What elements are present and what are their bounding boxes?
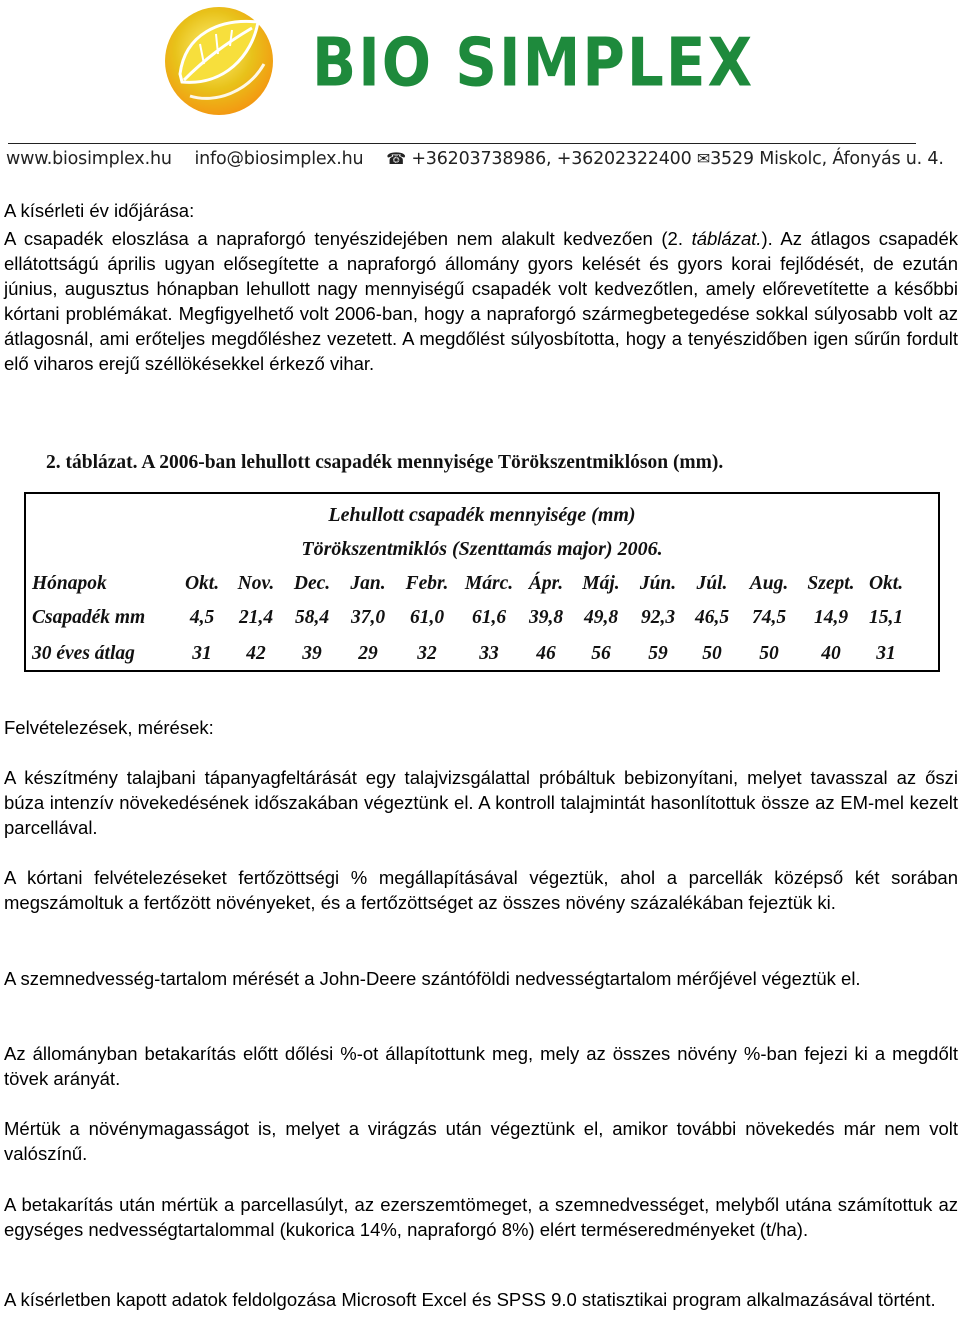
paragraph: A szemnedvesség-tartalom mérését a John-Deere szántóföldi nedvességtartalom mérőjével végeztük el.: [4, 968, 861, 989]
table-title: Lehullott csapadék mennyisége (mm): [328, 504, 636, 526]
table-cell-rainfall: 15,1: [868, 607, 904, 628]
table-row-average: [26, 636, 938, 672]
table-cell-average: 56: [591, 643, 611, 664]
page-header: [0, 0, 960, 180]
table-cell-month: Okt.: [868, 573, 904, 594]
table-cell-rainfall: 14,9: [813, 607, 849, 628]
table-row-rainfall: [26, 600, 938, 636]
table-cell-month: Ápr.: [528, 573, 564, 594]
table-cell-rainfall: 74,5: [751, 607, 787, 628]
paragraph: A készítmény talajbani tápanyagfeltárását egy talajvizsgálattal próbáltuk bebizonyítani, melyet tavasszal az őszi búza intenzív növekedésének időszakában végeztünk el. A kontroll talajmintát hasonlítottuk össze az EM-mel kezelt parcellával.: [4, 767, 958, 838]
table-cell-rainfall: 4,5: [189, 607, 215, 628]
table-cell-month: Okt.: [184, 573, 220, 594]
table-cell-rainfall: 37,0: [350, 607, 386, 628]
phone-icon: ☎: [386, 149, 406, 168]
table-cell-rainfall: 61,6: [471, 607, 507, 628]
phone-numbers: +36203738986, +36202322400: [411, 149, 692, 169]
table-cell-average: 50: [759, 643, 779, 664]
table-cell-month: Jún.: [639, 573, 677, 594]
address: 3529 Miskolc, Áfonyás u. 4.: [710, 149, 944, 169]
table-cell-average: 39: [302, 643, 322, 664]
section-heading-weather: A kísérleti év időjárása:: [4, 200, 195, 221]
table-cell-rainfall: 39,8: [528, 607, 564, 628]
table-cell-average: 31: [876, 643, 896, 664]
table-cell-average: 42: [246, 643, 266, 664]
rainfall-table: [24, 492, 940, 672]
table-cell-average: 33: [479, 643, 499, 664]
table-caption: 2. táblázat. A 2006-ban lehullott csapadék mennyisége Törökszentmiklóson (mm).: [46, 452, 724, 473]
table-cell-average: 46: [536, 643, 556, 664]
row-label-months: Hónapok: [32, 573, 107, 594]
paragraph: A betakarítás után mértük a parcellasúlyt, az ezerszemtömeget, a szemnedvességet, melyből utána számítottuk az egységes nedvességtartalommal (kukorica 14%, napraforgó 8%) elért terméseredményeket (t/ha).: [4, 1194, 958, 1240]
paragraph: A kísérletben kapott adatok feldolgozása Microsoft Excel és SPSS 9.0 statisztikai program alkalmazásával történt.: [4, 1289, 936, 1310]
table-reference: táblázat.: [691, 228, 762, 249]
row-label-rainfall: Csapadék mm: [32, 607, 146, 628]
table-cell-rainfall: 21,4: [238, 607, 274, 628]
table-cell-average: 50: [702, 643, 722, 664]
table-cell-rainfall: 92,3: [640, 607, 676, 628]
table-cell-average: 32: [417, 643, 437, 664]
table-cell-average: 29: [358, 643, 378, 664]
row-label-average: 30 éves átlag: [32, 643, 135, 664]
paragraph: Mértük a növénymagasságot is, melyet a virágzás után végeztünk el, amikor további növekedés már nem volt valószínű.: [4, 1118, 958, 1164]
table-cell-month: Dec.: [293, 573, 331, 594]
paragraph: Az állományban betakarítás előtt dőlési %-ot állapítottunk meg, mely az összes növény %-ban fejezi ki a megdőlt tövek arányát.: [4, 1043, 958, 1089]
table-cell-rainfall: 46,5: [694, 607, 730, 628]
paragraph: A kórtani felvételezéseket fertőzöttségi % megállapításával végeztük, ahol a parcellák középső két sorában megszámoltuk a fertőzött növényeket, és a fertőzöttséget az összes növény százalékában fejeztük ki.: [4, 867, 958, 913]
envelope-icon: ✉: [696, 149, 711, 168]
table-cell-month: Nov.: [237, 573, 275, 594]
table-cell-rainfall: 61,0: [409, 607, 445, 628]
table-cell-month: Febr.: [405, 573, 449, 594]
table-cell-rainfall: 58,4: [294, 607, 330, 628]
table-cell-month: Jan.: [350, 573, 386, 594]
table-row-months: [26, 566, 938, 602]
contact-line: [6, 149, 944, 169]
table-cell-average: 40: [821, 643, 841, 664]
table-cell-month: Aug.: [749, 573, 789, 594]
table-cell-month: Júl.: [696, 573, 728, 594]
website-link[interactable]: www.biosimplex.hu: [6, 149, 172, 169]
section-heading-measurements: Felvételezések, mérések:: [4, 717, 214, 738]
table-cell-rainfall: 49,8: [583, 607, 619, 628]
email-link[interactable]: info@biosimplex.hu: [194, 149, 364, 169]
table-cell-month: Máj.: [582, 573, 620, 594]
brand-name: BIO SIMPLEX: [312, 23, 755, 102]
weather-paragraph: A csapadék eloszlása a napraforgó tenyészidejében nem alakult kedvezően (2. táblázat.). Az átlagos csapadék ellátottságú április ugyan elősegítette a napraforgó állomány gyors kelését és gyors korai fejlődését, de ezután június, augusztus hónapban lehullott nagy mennyiségű csapadék volt kedvezőtlen, amely előrevetítette a későbbi kórtani problémákat. Megfigyelhető volt 2006-ban, hogy a napraforgó szármegbetegedése sokkal súlyosabb volt az átlagosnál, ami erőteljes megdőléshez vezetett. A megdőlést súlyosbította, hogy a tenyészidőben igen sűrűn fordult elő viharos erejű széllökésekkel érkező vihar.: [4, 228, 959, 374]
table-subtitle: Törökszentmiklós (Szenttamás major) 2006.: [301, 538, 663, 560]
header-divider: [8, 143, 916, 144]
table-cell-average: 59: [648, 643, 668, 664]
table-cell-average: 31: [192, 643, 212, 664]
table-cell-month: Szept.: [807, 573, 855, 594]
leaf-logo-icon: [160, 4, 278, 118]
table-cell-month: Márc.: [464, 573, 514, 594]
